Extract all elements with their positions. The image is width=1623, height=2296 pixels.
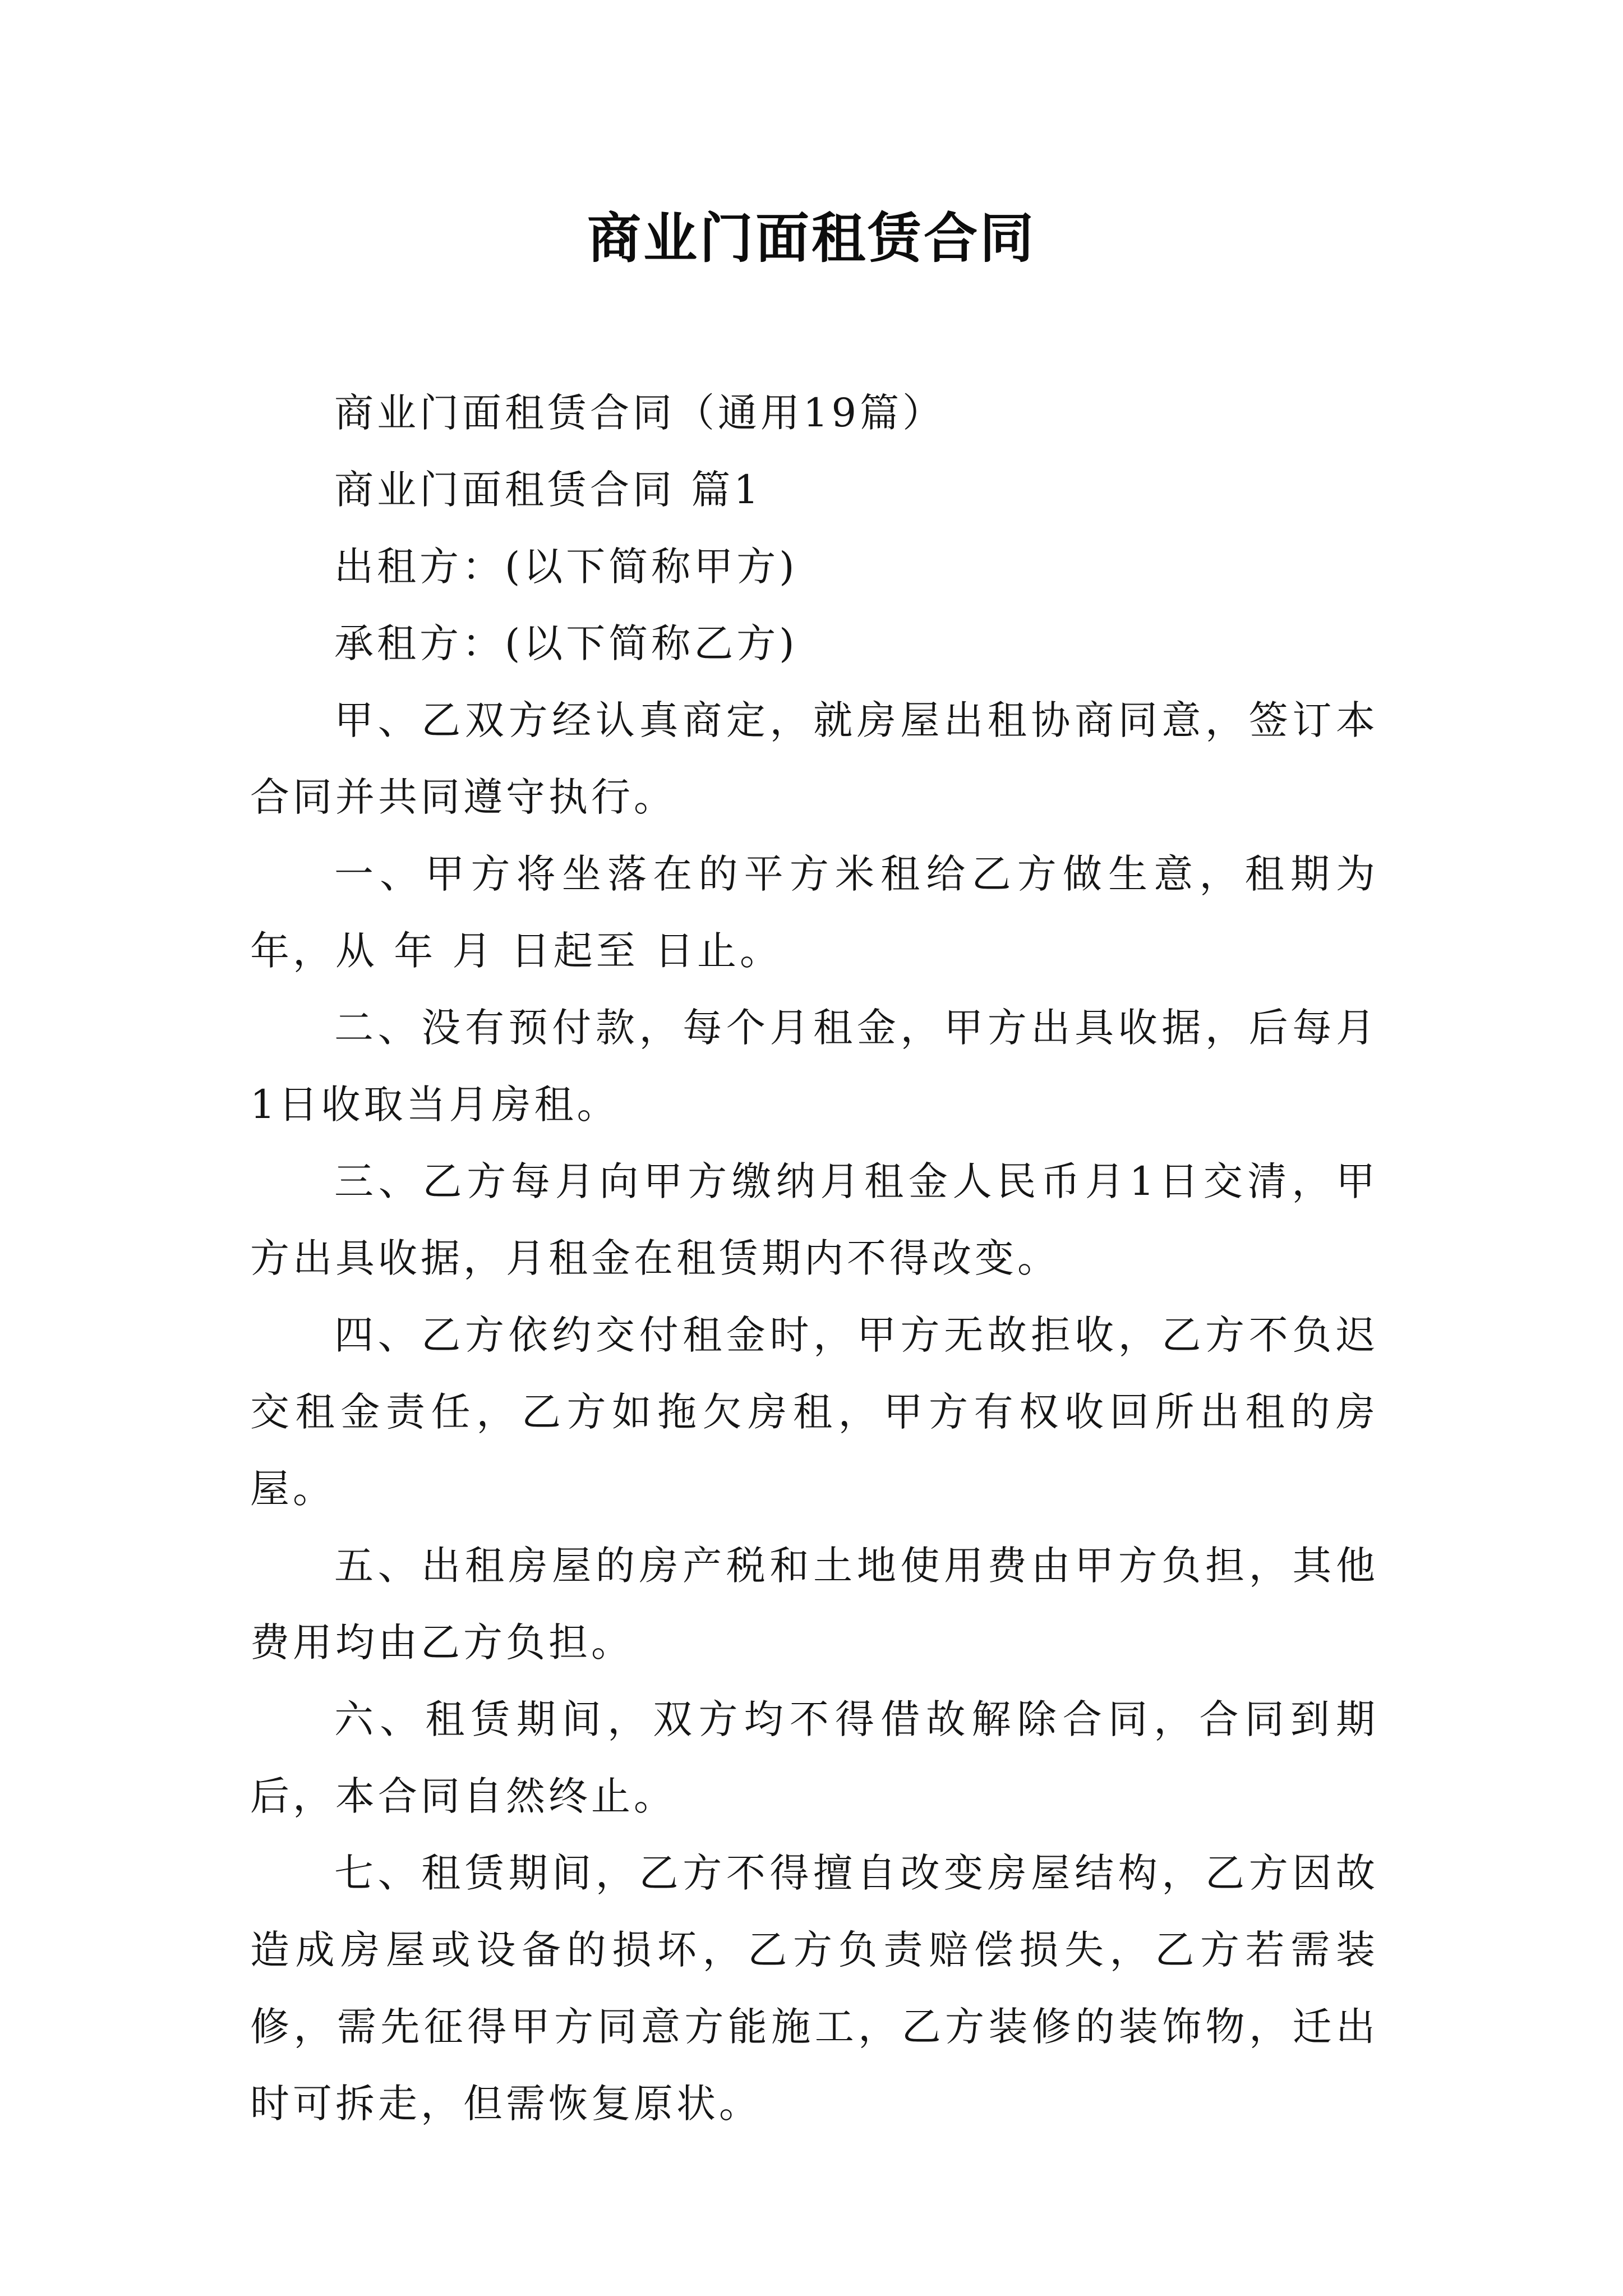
paragraph-preamble: 甲、乙双方经认真商定，就房屋出租协商同意，签订本合同并共同遵守执行。 [250,697,1378,820]
paragraph-clause-1: 一、甲方将坐落在的平方米租给乙方做生意，租期为年，从 年 月 日起至 日止。 [250,851,1378,974]
paragraph-clause-2: 二、没有预付款，每个月租金，甲方出具收据，后每月1日收取当月房租。 [250,1005,1378,1128]
document-body [250,375,1378,2142]
paragraph-section-heading: 商业门面租赁合同 篇1 [334,467,762,513]
paragraph-clause-7: 七、租赁期间，乙方不得擅自改变房屋结构，乙方因故造成房屋或设备的损坏，乙方负责赔偿损失，乙方若需装修，需先征得甲方同意方能施工，乙方装修的装饰物，迁出时可拆走，但需恢复原状。 [250,1850,1378,2127]
paragraph-lessor: 出租方：(以下简称甲方) [334,544,798,590]
paragraph-clause-6: 六、租赁期间，双方均不得借故解除合同，合同到期后，本合同自然终止。 [250,1696,1378,1819]
paragraph-subtitle: 商业门面租赁合同（通用19篇） [334,390,946,436]
paragraph-clause-4: 四、乙方依约交付租金时，甲方无故拒收，乙方不负迟交租金责任，乙方如拖欠房租，甲方有权收回所出租的房屋。 [250,1312,1378,1512]
paragraph-lessee: 承租方：(以下简称乙方) [334,620,798,666]
paragraph-clause-5: 五、出租房屋的房产税和土地使用费由甲方负担，其他费用均由乙方负担。 [250,1543,1378,1665]
paragraph-clause-3: 三、乙方每月向甲方缴纳月租金人民币月1日交清，甲方出具收据，月租金在租赁期内不得改变。 [250,1158,1378,1281]
document-title: 商业门面租赁合同 [587,207,1036,270]
